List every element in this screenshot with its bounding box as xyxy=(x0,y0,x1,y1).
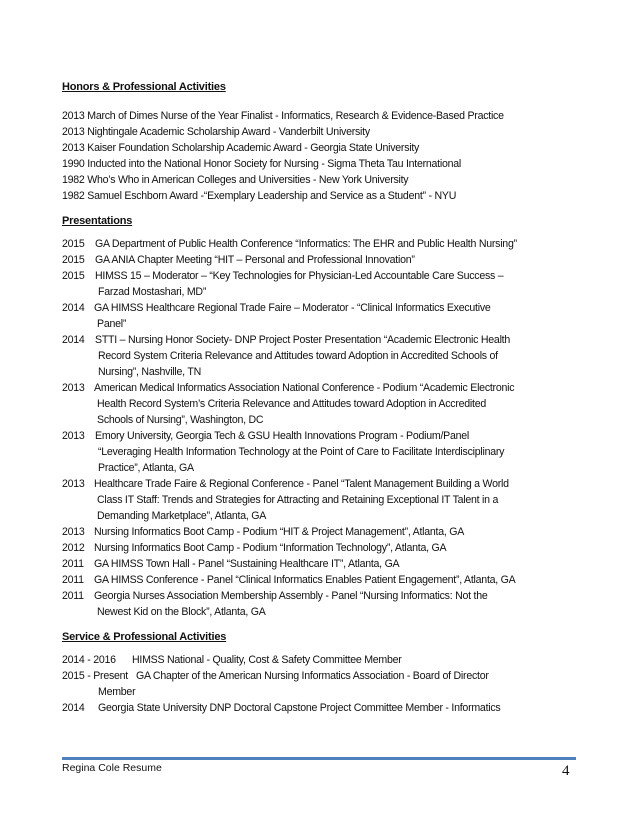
service-list xyxy=(62,652,582,716)
presentation-line: GA HIMSS Conference - Panel “Clinical Informatics Enables Patient Engagement”, Atlanta, GA xyxy=(94,574,516,586)
presentation-item xyxy=(62,236,582,252)
presentation-year: 2014 xyxy=(62,302,85,314)
presentation-item xyxy=(62,252,582,268)
service-year: 2015 - Present xyxy=(62,670,128,682)
presentation-year: 2011 xyxy=(62,574,84,586)
presentation-year: 2015 xyxy=(62,254,85,266)
service-line: GA Chapter of the American Nursing Informatics Association - Board of Director xyxy=(136,670,489,682)
presentation-year: 2013 xyxy=(62,430,85,442)
presentation-item xyxy=(62,428,582,476)
presentation-item xyxy=(62,300,582,332)
presentation-year: 2013 xyxy=(62,382,85,394)
presentation-line: STTI – Nursing Honor Society- DNP Project Poster Presentation “Academic Electronic Health xyxy=(95,334,511,346)
presentation-line: Demanding Marketplace”, Atlanta, GA xyxy=(97,510,267,522)
service-text xyxy=(136,668,582,684)
honors-item: 2013 Kaiser Foundation Scholarship Academic Award - Georgia State University xyxy=(62,142,420,154)
service-indent xyxy=(62,684,95,700)
presentation-text xyxy=(95,332,582,380)
honors-item: 1982 Samuel Eschborn Award -“Exemplary Leadership and Service as a Student” - NYU xyxy=(62,190,457,202)
presentation-item xyxy=(62,380,582,428)
service-item xyxy=(62,652,582,668)
service-line: Georgia State University DNP Doctoral Capstone Project Committee Member - Informatics xyxy=(98,702,501,714)
presentation-line: GA ANIA Chapter Meeting “HIT – Personal and Professional Innovation” xyxy=(95,254,415,266)
presentation-year: 2015 xyxy=(62,270,85,282)
presentation-year: 2015 xyxy=(62,238,85,250)
presentation-line: GA Department of Public Health Conference “Informatics: The EHR and Public Health Nursing” xyxy=(95,238,517,250)
service-text xyxy=(98,700,582,716)
presentation-year: 2011 xyxy=(62,558,84,570)
presentation-item xyxy=(62,540,582,556)
presentation-line: Schools of Nursing”, Washington, DC xyxy=(97,414,264,426)
presentation-text xyxy=(94,540,582,556)
presentations-list xyxy=(62,236,582,620)
presentation-text xyxy=(94,588,582,620)
presentation-line: Farzad Mostashari, MD” xyxy=(98,286,207,298)
presentation-text xyxy=(94,572,582,588)
service-text xyxy=(132,652,582,668)
presentation-item xyxy=(62,332,582,380)
presentation-text xyxy=(95,236,582,252)
presentation-text xyxy=(95,252,582,268)
presentations-section-title: Presentations xyxy=(62,215,133,227)
presentation-item xyxy=(62,476,582,524)
presentation-line: GA HIMSS Healthcare Regional Trade Faire – Moderator - “Clinical Informatics Executive xyxy=(94,302,491,314)
presentation-line: GA HIMSS Town Hall - Panel “Sustaining Healthcare IT”, Atlanta, GA xyxy=(94,558,400,570)
presentation-line: Nursing Informatics Boot Camp - Podium “Information Technology”, Atlanta, GA xyxy=(94,542,447,554)
presentation-text xyxy=(94,556,582,572)
presentation-text xyxy=(94,476,582,524)
footer-name: Regina Cole Resume xyxy=(62,762,162,774)
footer-rule xyxy=(62,757,576,760)
presentation-year: 2011 xyxy=(62,590,84,602)
presentation-item xyxy=(62,556,582,572)
presentation-text xyxy=(94,380,582,428)
presentation-text xyxy=(95,268,582,300)
honors-list xyxy=(62,108,582,204)
service-year: 2014 - 2016 xyxy=(62,654,116,666)
presentation-line: Record System Criteria Relevance and Attitudes toward Adoption in Accredited Schools of xyxy=(98,350,498,362)
presentation-line: Practice”, Atlanta, GA xyxy=(98,462,194,474)
presentation-item xyxy=(62,524,582,540)
service-line: Member xyxy=(98,686,136,698)
service-line: HIMSS National - Quality, Cost & Safety Committee Member xyxy=(132,654,402,666)
honors-section-title: Honors & Professional Activities xyxy=(62,81,226,93)
presentation-line: Panel” xyxy=(97,318,127,330)
presentation-year: 2013 xyxy=(62,478,85,490)
presentation-line: Nursing”, Nashville, TN xyxy=(98,366,201,378)
service-section-title: Service & Professional Activities xyxy=(62,631,227,643)
presentation-line: HIMSS 15 – Moderator – “Key Technologies for Physician-Led Accountable Care Success – xyxy=(95,270,504,282)
honors-item: 1982 Who’s Who in American Colleges and Universities - New York University xyxy=(62,174,409,186)
presentation-line: Emory University, Georgia Tech & GSU Health Innovations Program - Podium/Panel xyxy=(95,430,470,442)
presentation-text xyxy=(94,300,582,332)
presentation-line: Class IT Staff: Trends and Strategies for Attracting and Retaining Exceptional IT Talent in a xyxy=(97,494,499,506)
service-year: 2014 xyxy=(62,702,85,714)
presentation-year: 2012 xyxy=(62,542,85,554)
presentation-item xyxy=(62,588,582,620)
presentation-year: 2013 xyxy=(62,526,85,538)
honors-item: 2013 Nightingale Academic Scholarship Award - Vanderbilt University xyxy=(62,126,370,138)
presentation-item xyxy=(62,268,582,300)
service-text xyxy=(95,684,582,700)
presentation-line: Newest Kid on the Block”, Atlanta, GA xyxy=(97,606,266,618)
service-item xyxy=(62,700,582,716)
presentation-year: 2014 xyxy=(62,334,85,346)
presentation-text xyxy=(95,428,582,476)
service-item xyxy=(62,668,582,684)
resume-page xyxy=(62,80,582,716)
page-number: 4 xyxy=(562,763,570,779)
presentation-text xyxy=(94,524,582,540)
presentation-item xyxy=(62,572,582,588)
presentation-line: “Leveraging Health Information Technology at the Point of Care to Facilitate Interdisciplinary xyxy=(98,446,505,458)
presentation-line: Healthcare Trade Faire & Regional Conference - Panel “Talent Management Building a World xyxy=(94,478,509,490)
presentation-line: Health Record System’s Criteria Relevance and Attitudes toward Adoption in Accredited xyxy=(97,398,486,410)
honors-item: 1990 Inducted into the National Honor Society for Nursing - Sigma Theta Tau International xyxy=(62,158,462,170)
presentation-line: Georgia Nurses Association Membership Assembly - Panel “Nursing Informatics: Not the xyxy=(94,590,488,602)
service-item-continuation xyxy=(62,684,582,700)
honors-item: 2013 March of Dimes Nurse of the Year Finalist - Informatics, Research & Evidence-Based Practice xyxy=(62,110,504,122)
presentation-line: Nursing Informatics Boot Camp - Podium “HIT & Project Management”, Atlanta, GA xyxy=(94,526,465,538)
presentation-line: American Medical Informatics Association National Conference - Podium “Academic Electronic xyxy=(94,382,515,394)
